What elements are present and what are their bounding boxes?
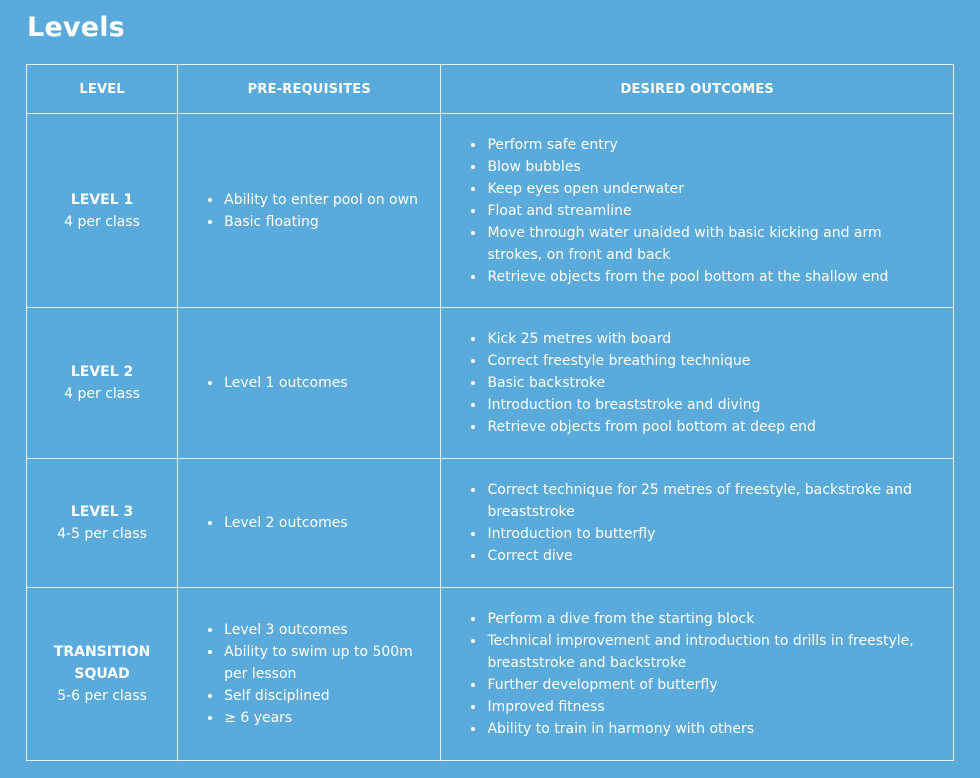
level-cell: [27, 588, 178, 761]
list-item: Perform a dive from the starting block: [487, 608, 953, 630]
list-item: Move through water unaided with basic kicking and arm strokes, on front and back: [487, 222, 953, 266]
list-item: Correct technique for 25 metres of freestyle, backstroke and breaststroke: [487, 479, 953, 523]
list-item: Perform safe entry: [487, 134, 953, 156]
table-row: [27, 459, 954, 588]
prerequisites-list: [178, 372, 440, 394]
list-item: Ability to enter pool on own: [224, 189, 440, 211]
outcomes-cell: [441, 459, 954, 588]
list-item: Technical improvement and introduction to drills in freestyle, breaststroke and backstroke: [487, 630, 953, 674]
level-capacity: 5-6 per class: [57, 688, 147, 704]
list-item: Blow bubbles: [487, 156, 953, 178]
list-item: Basic backstroke: [487, 372, 953, 394]
level-cell: [27, 308, 178, 459]
prerequisites-cell: [178, 308, 441, 459]
outcomes-cell: [441, 588, 954, 761]
level-name: LEVEL 1: [70, 191, 134, 208]
page-title: Levels: [27, 12, 125, 43]
table-row: [27, 308, 954, 459]
list-item: Ability to train in harmony with others: [487, 718, 953, 740]
header-level: LEVEL: [27, 65, 178, 114]
level-capacity: 4 per class: [64, 386, 140, 402]
outcomes-cell: [441, 114, 954, 308]
list-item: Kick 25 metres with board: [487, 328, 953, 350]
list-item: Correct freestyle breathing technique: [487, 350, 953, 372]
list-item: Basic floating: [224, 211, 440, 233]
level-cell: [27, 459, 178, 588]
prerequisites-list: [178, 189, 440, 233]
prerequisites-cell: [178, 588, 441, 761]
list-item: Retrieve objects from pool bottom at deep end: [487, 416, 953, 438]
outcomes-list: [441, 328, 953, 438]
list-item: Correct dive: [487, 545, 953, 567]
list-item: Introduction to butterfly: [487, 523, 953, 545]
level-name: LEVEL 2: [70, 364, 134, 380]
prerequisites-list: [178, 512, 440, 534]
table-row: [27, 588, 954, 761]
outcomes-list: [441, 608, 953, 740]
list-item: Level 1 outcomes: [224, 372, 440, 394]
list-item: Keep eyes open underwater: [487, 178, 953, 200]
table-header-row: [27, 65, 954, 114]
level-cell: [27, 114, 178, 308]
outcomes-list: [441, 479, 953, 567]
header-prerequisites: PRE-REQUISITES: [178, 65, 441, 114]
list-item: Introduction to breaststroke and diving: [487, 394, 953, 416]
level-name: TRANSITION SQUAD: [53, 644, 151, 682]
header-outcomes: DESIRED OUTCOMES: [441, 65, 954, 114]
list-item: Retrieve objects from the pool bottom at the shallow end: [487, 266, 953, 288]
list-item: Level 2 outcomes: [224, 512, 440, 534]
list-item: Further development of butterfly: [487, 674, 953, 696]
list-item: Improved fitness: [487, 696, 953, 718]
prerequisites-list: [178, 619, 440, 729]
outcomes-cell: [441, 308, 954, 459]
list-item: Ability to swim up to 500m per lesson: [224, 641, 440, 685]
levels-table: [26, 64, 954, 761]
table-row: [27, 114, 954, 308]
list-item: Level 3 outcomes: [224, 619, 440, 641]
level-capacity: 4-5 per class: [57, 526, 147, 542]
level-name: LEVEL 3: [70, 504, 134, 520]
prerequisites-cell: [178, 114, 441, 308]
list-item: Float and streamline: [487, 200, 953, 222]
level-capacity: 4 per class: [64, 213, 140, 230]
prerequisites-cell: [178, 459, 441, 588]
list-item: ≥ 6 years: [224, 707, 440, 729]
list-item: Self disciplined: [224, 685, 440, 707]
outcomes-list: [441, 134, 953, 288]
